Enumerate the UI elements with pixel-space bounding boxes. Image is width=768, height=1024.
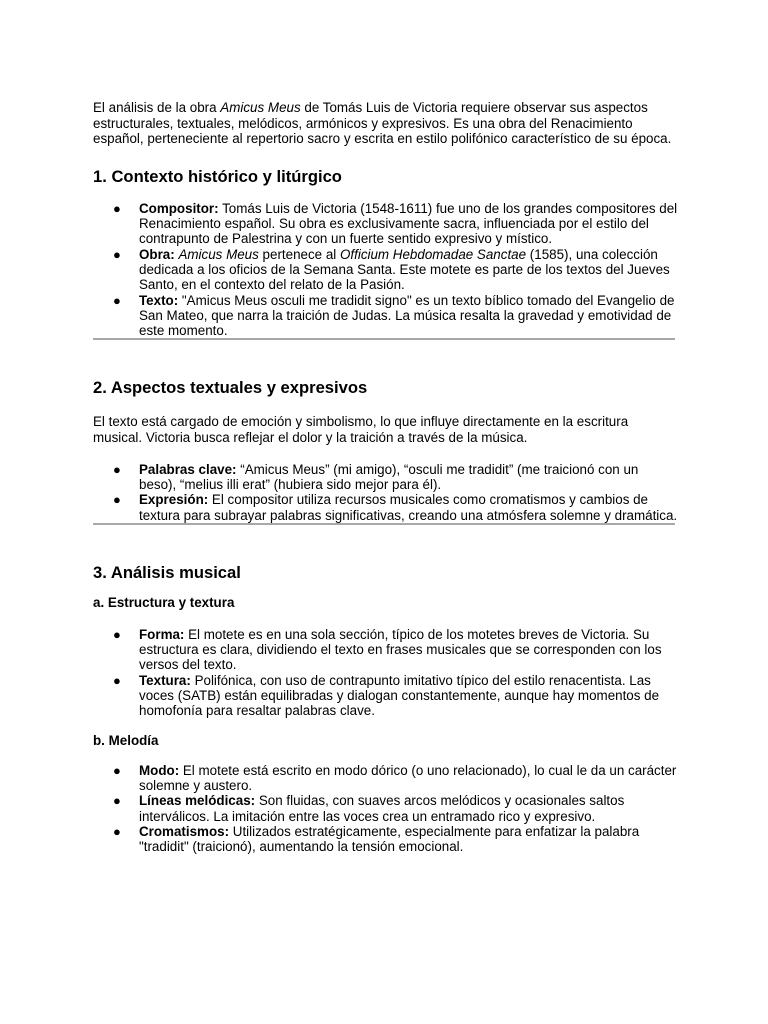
section-heading-1: 1. Contexto histórico y litúrgico [93, 166, 342, 186]
section2-paragraph: El texto está cargado de emoción y simbolismo, lo que influye directamente en la escritura musical. Victoria busca reflejar el dolor y la traición a través de la música. [93, 414, 629, 446]
bullet-icon: ● [113, 292, 121, 308]
list-item-forma: ● Forma: El motete es en una sola sección, típico de los motetes breves de Victoria. Su estructura es clara, dividiendo el texto en frases musicales que se corresponden con los versos del texto. [113, 626, 662, 673]
intro-paragraph: El análisis de la obra Amicus Meus de Tomás Luis de Victoria requiere observar sus aspectos estructurales, textuales, melódicos, armónicos y expresivos. Es una obra del Renacimiento español, perteneciente al repertorio sacro y escrita en estilo polifónico característico de su época. [93, 100, 672, 147]
bullet-icon: ● [113, 626, 121, 642]
bullet-icon: ● [113, 823, 121, 839]
subsection-heading-a: a. Estructura y textura [93, 594, 235, 610]
subsection-b-list [93, 763, 678, 855]
list-item-texto: ● Texto: "Amicus Meus osculi me tradidit signo" es un texto bíblico tomado del Evangelio de San Mateo, que narra la traición de Judas. La música resalta la gravedad y emotividad de este momento. [113, 292, 675, 339]
subsection-heading-b: b. Melodía [93, 732, 159, 748]
work-title: Amicus Meus [220, 100, 301, 115]
list-item-textura: ● Textura: Polifónica, con uso de contrapunto imitativo típico del estilo renacentista. Las voces (SATB) están equilibradas y dialogan constantemente, aunque hay momentos de homofonía para resaltar palabras clave. [113, 672, 660, 719]
section-heading-3: 3. Análisis musical [93, 562, 241, 582]
horizontal-divider [93, 523, 675, 525]
horizontal-divider [93, 338, 675, 340]
list-item-compositor: ● Compositor: Tomás Luis de Victoria (1548-1611) fue uno de los grandes compositores del Renacimiento español. Su obra es exclusivamente sacra, influenciada por el estilo del contrapunto de Palestrina y con un fuerte sentido expresivo y místico. [113, 200, 678, 247]
subsection-a-list [93, 627, 678, 719]
list-item-palabras-clave: ● Palabras clave: “Amicus Meus” (mi amigo), “osculi me tradidit” (me traicionó con un beso), “melius illi erat” (hubiera sido mejor para él). [113, 461, 639, 492]
section1-list [93, 201, 678, 339]
bullet-icon: ● [113, 200, 121, 216]
list-item-expresion: ● Expresión: El compositor utiliza recursos musicales como cromatismos y cambios de textura para subrayar palabras significativas, creando una atmósfera solemne y dramática. [113, 492, 678, 523]
section2-list [93, 462, 678, 523]
document-page [93, 100, 678, 854]
list-item-modo: ● Modo: El motete está escrito en modo dórico (o uno relacionado), lo cual le da un carácter solemne y austero. [113, 762, 677, 793]
list-item-obra: ● Obra: Amicus Meus pertenece al Officium Hebdomadae Sanctae (1585), una colección dedicada a los oficios de la Semana Santa. Este motete es parte de los textos del Jueves Santo, en el contexto del relato de la Pasión. [113, 246, 670, 293]
bullet-icon: ● [113, 762, 121, 778]
bullet-icon: ● [113, 672, 121, 688]
list-item-cromatismos: ● Cromatismos: Utilizados estratégicamente, especialmente para enfatizar la palabra "tradidit" (traicionó), aumentando la tensión emocional. [113, 823, 640, 855]
bullet-icon: ● [113, 246, 121, 262]
section-heading-2: 2. Aspectos textuales y expresivos [93, 378, 368, 398]
bullet-icon: ● [113, 492, 121, 508]
bullet-icon: ● [113, 793, 121, 809]
list-item-lineas-melodicas: ● Líneas melódicas: Son fluidas, con suaves arcos melódicos y ocasionales saltos interválicos. La imitación entre las voces crea un entramado rico y expresivo. [113, 793, 625, 824]
bullet-icon: ● [113, 461, 121, 477]
